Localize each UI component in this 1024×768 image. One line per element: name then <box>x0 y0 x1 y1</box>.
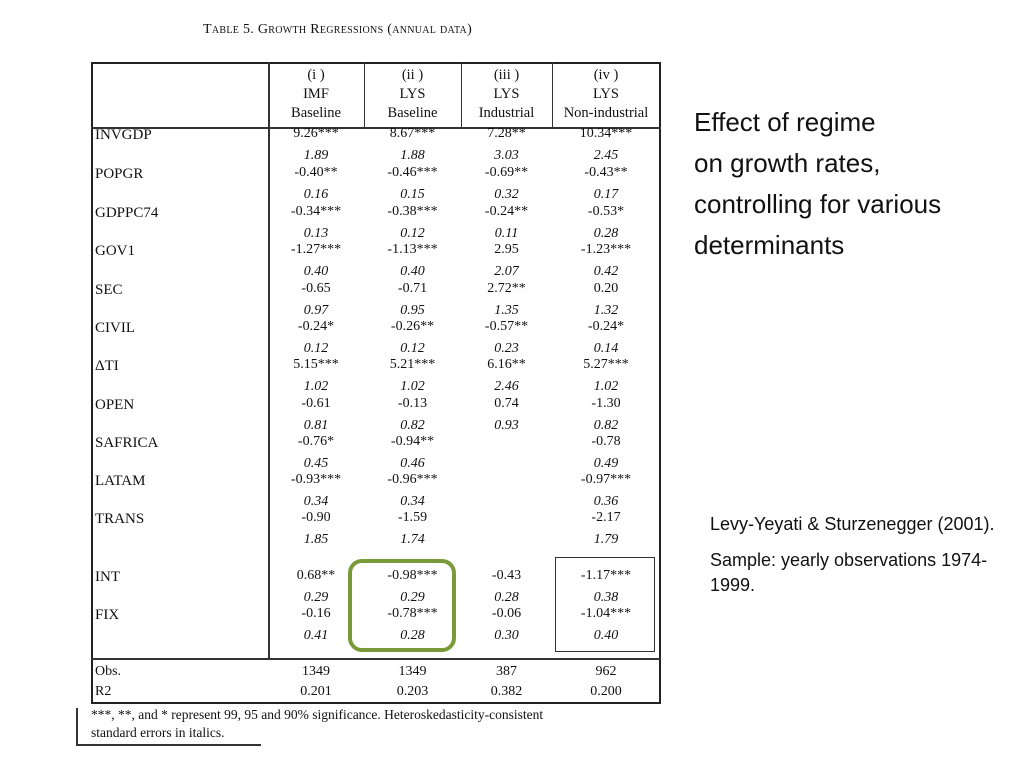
row-label: GDPPC74 <box>95 205 159 221</box>
stat-label: Obs. <box>95 664 122 679</box>
coefficient-cell: -0.24* <box>297 319 335 334</box>
coefficient-cell: -0.24** <box>484 204 529 219</box>
coefficient-cell: -0.98*** <box>387 568 438 583</box>
standard-error-cell: 0.82 <box>593 418 619 433</box>
standard-error-cell: 0.28 <box>400 628 425 643</box>
coefficient-cell: 5.27*** <box>583 357 629 372</box>
column-header-iii <box>462 66 551 123</box>
coefficient-cell: 10.34*** <box>579 126 633 141</box>
standard-error-cell: 0.45 <box>303 456 329 471</box>
standard-error-cell: 0.40 <box>593 628 619 643</box>
standard-error-cell: 1.89 <box>303 148 329 163</box>
standard-error-cell: 1.02 <box>593 379 619 394</box>
row-label: SEC <box>95 282 123 298</box>
column-sample: Industrial <box>478 105 535 121</box>
column-number: (iv ) <box>593 67 619 83</box>
column-number: (ii ) <box>401 67 424 83</box>
standard-error-cell: 0.81 <box>303 418 329 433</box>
column-agency: LYS <box>593 86 619 102</box>
coefficient-cell: -0.13 <box>397 396 428 411</box>
row-label: OPEN <box>95 397 135 413</box>
coefficient-cell: -0.06 <box>491 606 522 621</box>
coefficient-cell: -1.13*** <box>387 242 438 257</box>
standard-error-cell: 0.12 <box>303 341 329 356</box>
column-agency: LYS <box>399 86 426 102</box>
standard-error-cell: 1.79 <box>593 532 619 547</box>
standard-error-cell: 0.46 <box>400 456 425 471</box>
standard-error-cell: 0.40 <box>303 264 329 279</box>
coefficient-cell: -0.76* <box>297 434 335 449</box>
coefficient-cell: 0.20 <box>593 281 619 296</box>
coefficient-cell: 2.72** <box>487 281 526 296</box>
coefficient-cell: -1.04*** <box>580 606 632 621</box>
coefficient-cell: -0.24* <box>587 319 625 334</box>
standard-error-cell: 0.38 <box>593 590 619 605</box>
citation-block <box>710 512 1010 609</box>
highlight-box <box>348 559 456 652</box>
standard-error-cell: 0.23 <box>494 341 519 356</box>
standard-error-cell: 0.95 <box>400 303 425 318</box>
coefficient-cell: -2.17 <box>591 510 621 525</box>
standard-error-cell: 0.17 <box>593 187 619 202</box>
coefficient-cell: 7.28** <box>487 126 526 141</box>
standard-error-cell: 0.28 <box>593 226 619 241</box>
row-label: ΔTI <box>95 358 119 374</box>
coefficient-cell: -0.43 <box>491 568 522 583</box>
coefficient-cell: -0.69** <box>484 165 529 180</box>
stat-value: 0.201 <box>300 684 332 699</box>
stat-value: 0.200 <box>590 684 622 699</box>
footnote-line: standard errors in italics. <box>91 725 225 740</box>
standard-error-cell: 1.02 <box>303 379 329 394</box>
row-label: LATAM <box>95 473 146 489</box>
standard-error-cell: 0.34 <box>303 494 329 509</box>
coefficient-cell: -0.94** <box>390 434 435 449</box>
stat-value: 387 <box>496 664 517 679</box>
standard-error-cell: 0.14 <box>593 341 619 356</box>
coefficient-cell: -0.97*** <box>580 472 632 487</box>
standard-error-cell: 1.88 <box>400 148 425 163</box>
column-sample: Baseline <box>387 105 438 121</box>
column-header-ii <box>365 66 460 123</box>
standard-error-cell: 2.45 <box>593 148 619 163</box>
column-number: (iii ) <box>493 67 520 83</box>
standard-error-cell: 0.29 <box>400 590 425 605</box>
coefficient-cell: -0.16 <box>301 606 331 621</box>
coefficient-cell: 8.67*** <box>389 126 436 141</box>
standard-error-cell: 1.02 <box>400 379 425 394</box>
coefficient-cell: -1.17*** <box>580 568 632 583</box>
coefficient-cell: 5.15*** <box>293 357 339 372</box>
standard-error-cell: 0.41 <box>303 628 329 643</box>
standard-error-cell: 0.30 <box>494 628 519 643</box>
standard-error-cell: 0.82 <box>400 418 425 433</box>
stat-value: 0.382 <box>490 684 523 699</box>
stat-value: 962 <box>595 664 617 679</box>
column-header-iv <box>553 66 659 123</box>
standard-error-cell: 0.34 <box>400 494 425 509</box>
coefficient-cell: -0.34*** <box>290 204 342 219</box>
standard-error-cell: 1.32 <box>593 303 619 318</box>
standard-error-cell: 0.13 <box>303 226 329 241</box>
table-title: Table 5. Growth Regressions (annual data) <box>203 22 473 37</box>
row-label: INVGDP <box>95 127 152 143</box>
hand-drawn-box <box>555 557 655 652</box>
coefficient-cell: -0.57** <box>484 319 529 334</box>
footnote-underline <box>76 744 261 746</box>
coefficient-cell: -0.40** <box>294 165 338 180</box>
coefficient-cell: 0.68** <box>296 568 336 583</box>
column-header-i <box>270 66 362 123</box>
coefficient-cell: -1.27*** <box>290 242 342 257</box>
stat-value: 1349 <box>302 664 330 679</box>
coefficient-cell: -0.93*** <box>290 472 342 487</box>
coefficient-cell: -0.78*** <box>387 606 438 621</box>
heading-line: determinants <box>694 230 845 260</box>
sample-note: Sample: yearly observations 1974-1999. <box>710 550 988 595</box>
coefficient-cell: -0.43** <box>584 165 628 180</box>
slide-heading <box>694 102 1014 266</box>
row-label: INT <box>95 569 120 585</box>
heading-line: Effect of regime <box>694 107 876 137</box>
table-footnote <box>91 706 661 742</box>
coefficient-cell: -0.71 <box>397 281 428 296</box>
coefficient-cell: -0.26** <box>390 319 435 334</box>
standard-error-cell: 0.40 <box>400 264 425 279</box>
standard-error-cell: 0.29 <box>303 590 329 605</box>
row-label: POPGR <box>95 166 144 182</box>
stat-value: 1349 <box>398 664 427 679</box>
row-label: SAFRICA <box>95 435 159 451</box>
stat-label: R2 <box>95 684 112 699</box>
standard-error-cell: 0.11 <box>494 226 519 241</box>
coefficient-cell: 9.26*** <box>293 126 339 141</box>
coefficient-cell: -0.78 <box>591 434 621 449</box>
heading-line: controlling for various <box>694 189 942 219</box>
standard-error-cell: 0.42 <box>593 264 619 279</box>
stat-value: 0.203 <box>396 684 429 699</box>
standard-error-cell: 0.12 <box>400 226 425 241</box>
coefficient-cell: -1.30 <box>591 396 621 411</box>
coefficient-cell: -0.90 <box>301 510 331 525</box>
standard-error-cell: 0.36 <box>593 494 619 509</box>
stats-rule <box>91 658 661 660</box>
column-sample: Non-industrial <box>563 105 649 121</box>
standard-error-cell: 0.28 <box>494 590 519 605</box>
row-label: CIVIL <box>95 320 135 336</box>
column-agency: LYS <box>493 86 520 102</box>
coefficient-cell: 2.95 <box>494 242 519 257</box>
standard-error-cell: 0.12 <box>400 341 425 356</box>
column-number: (i ) <box>307 67 325 83</box>
standard-error-cell: 1.85 <box>303 532 329 547</box>
column-agency: IMF <box>303 86 329 102</box>
standard-error-cell: 0.32 <box>494 187 519 202</box>
row-label: TRANS <box>95 511 145 527</box>
coefficient-cell: -0.65 <box>301 281 331 296</box>
coefficient-cell: -0.46*** <box>387 165 438 180</box>
standard-error-cell: 1.74 <box>400 532 425 547</box>
standard-error-cell: 0.97 <box>303 303 329 318</box>
coefficient-cell: 0.74 <box>494 396 519 411</box>
standard-error-cell: 3.03 <box>494 148 519 163</box>
heading-line: on growth rates, <box>694 148 881 178</box>
coefficient-cell: -1.59 <box>397 510 428 525</box>
standard-error-cell: 2.07 <box>494 264 519 279</box>
standard-error-cell: 0.49 <box>593 456 619 471</box>
standard-error-cell: 0.15 <box>400 187 425 202</box>
coefficient-cell: -0.53* <box>587 204 625 219</box>
citation: Levy-Yeyati & Sturzenegger (2001). <box>710 514 995 534</box>
footnote-line: ***, **, and * represent 99, 95 and 90% significance. Heteroskedasticity-consistent <box>91 707 544 722</box>
coefficient-cell: 5.21*** <box>389 357 436 372</box>
coefficient-cell: -0.38*** <box>387 204 438 219</box>
standard-error-cell: 1.35 <box>494 303 519 318</box>
coefficient-cell: -0.96*** <box>387 472 438 487</box>
column-sample: Baseline <box>291 105 341 121</box>
coefficient-cell: 6.16** <box>487 357 526 372</box>
row-label: GOV1 <box>95 243 135 259</box>
standard-error-cell: 0.93 <box>494 418 519 433</box>
standard-error-cell: 2.46 <box>494 379 519 394</box>
footnote-bracket <box>76 708 78 745</box>
coefficient-cell: -1.23*** <box>580 242 632 257</box>
standard-error-cell: 0.16 <box>303 187 329 202</box>
row-label: FIX <box>95 607 120 623</box>
coefficient-cell: -0.61 <box>301 396 331 411</box>
